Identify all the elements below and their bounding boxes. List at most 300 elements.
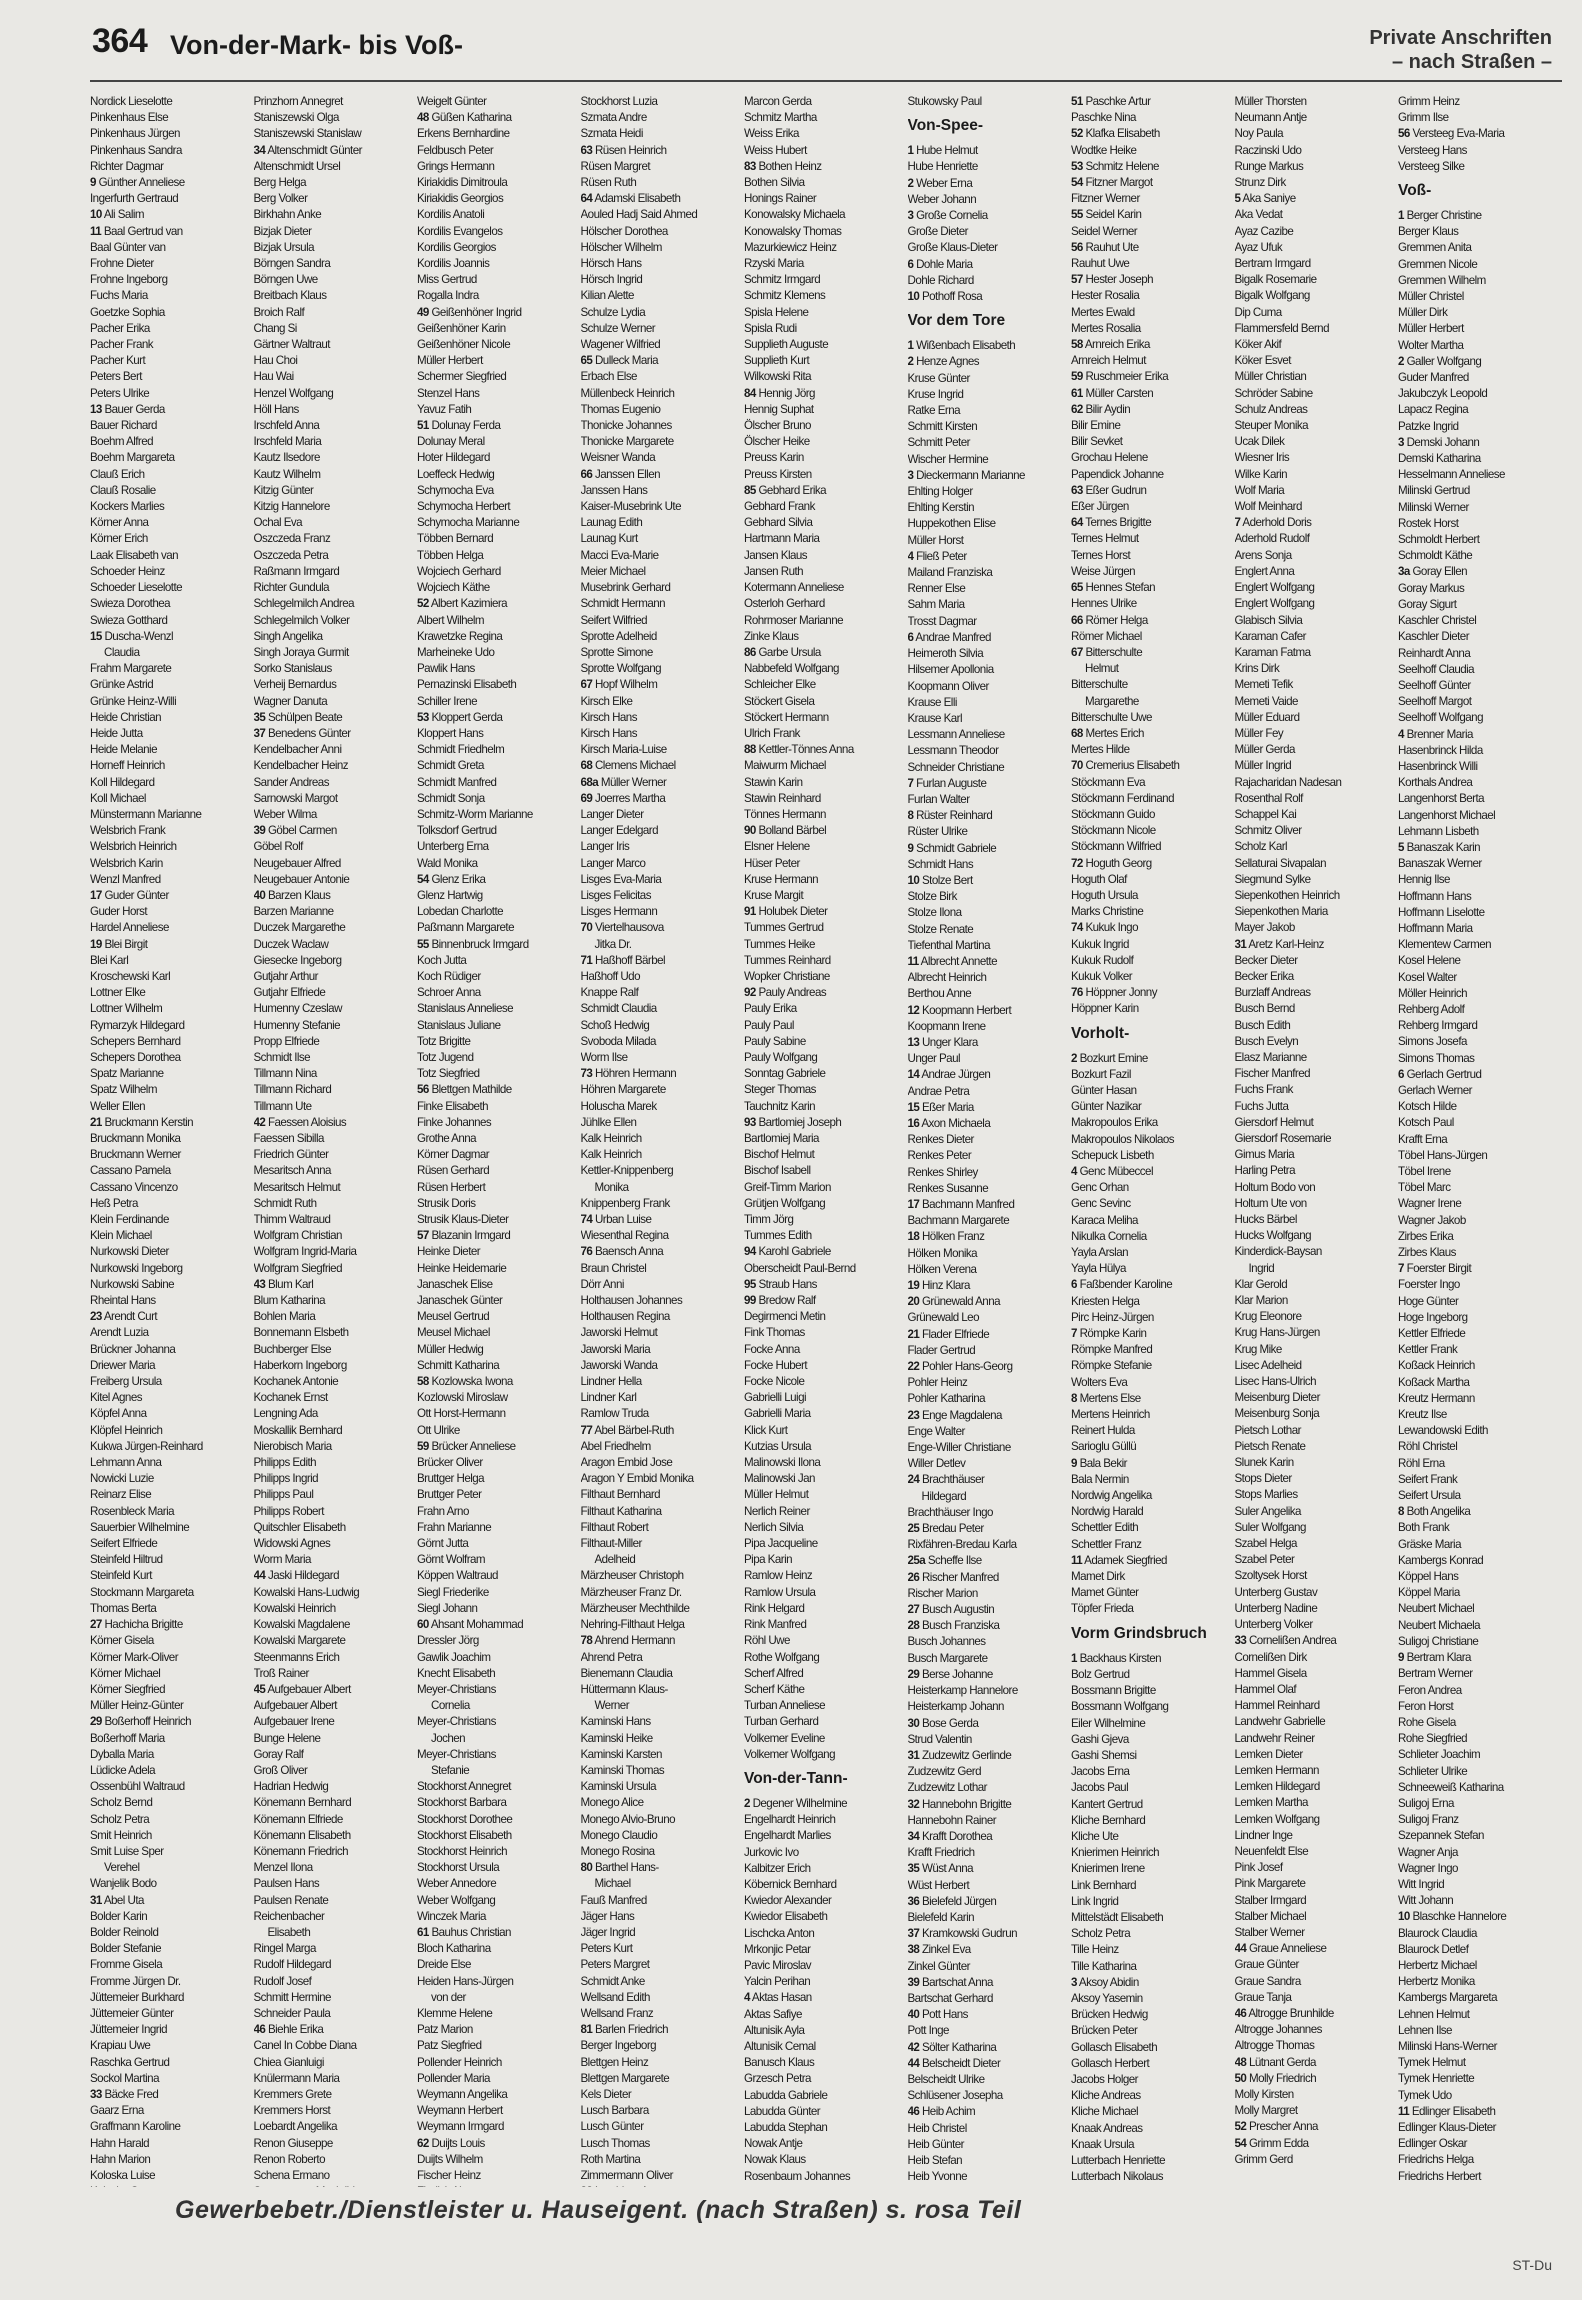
directory-entry: Holthausen Johannes	[580, 1294, 683, 1308]
directory-entry-continuation: Ingrid	[1248, 1261, 1275, 1275]
street-heading: Vorholt-	[1071, 1024, 1130, 1042]
directory-entry: Clauß Erich	[90, 467, 145, 481]
directory-entry: Seelhoff Wolfgang	[1398, 711, 1483, 725]
directory-entry: 68 Clemens Michael	[580, 759, 676, 773]
directory-entry: Reinarz Elise	[90, 1488, 152, 1502]
house-number: 22	[907, 1360, 920, 1374]
directory-entry: 7 Furlan Auguste	[907, 776, 987, 790]
directory-entry: 10 Stolze Bert	[907, 873, 973, 887]
directory-entry: Stockhorst Heinrich	[417, 1844, 508, 1858]
directory-entry: Hilsemer Apollonia	[907, 663, 994, 677]
directory-entry: Nurkowski Ingeborg	[90, 1261, 183, 1275]
directory-entry: Guder Horst	[90, 905, 148, 919]
directory-entry: 67 Bitterschulte	[1071, 645, 1143, 659]
directory-entry: Szabel Peter	[1234, 1553, 1295, 1567]
directory-entry: Raczinski Udo	[1234, 143, 1302, 157]
directory-entry: Janaschek Günter	[417, 1294, 503, 1308]
directory-entry: Landwehr Gabrielle	[1234, 1715, 1326, 1729]
directory-entry: Stalber Michael	[1234, 1909, 1307, 1923]
directory-entry: Bigalk Wolfgang	[1234, 289, 1310, 303]
house-number: 72	[1071, 856, 1083, 870]
directory-entry: Heinke Dieter	[417, 1245, 481, 1259]
directory-entry: Pollender Maria	[417, 2071, 490, 2085]
directory-entry: Schulze Lydia	[580, 305, 646, 319]
directory-entry-continuation: Cornelia	[431, 1699, 470, 1713]
house-number: 91	[744, 905, 756, 919]
directory-column	[254, 94, 422, 2187]
directory-entry: Bachmann Margarete	[907, 1214, 1010, 1228]
directory-entry: Gräske Maria	[1398, 1537, 1461, 1551]
directory-entry: Lüdicke Adela	[90, 1763, 156, 1777]
directory-entry: Schmidt Claudia	[580, 1002, 657, 1016]
directory-entry: Blaurock Detlef	[1398, 1942, 1469, 1956]
directory-entry: Krafft Friedrich	[907, 1846, 975, 1860]
house-number: 65	[580, 354, 593, 368]
directory-entry: 3 Große Cornelia	[907, 209, 988, 223]
directory-entry: Smit Luise Sper	[90, 1844, 164, 1858]
directory-entry: Schmitz Martha	[744, 111, 817, 125]
directory-entry: Stockhorst Annegret	[417, 1780, 511, 1794]
directory-entry: Wenzl Manfred	[90, 872, 161, 886]
directory-entry: Jäger Ingrid	[580, 1925, 636, 1939]
directory-entry: Bitterschulte Uwe	[1071, 710, 1152, 724]
directory-entry: 46 Heib Achim	[907, 2105, 976, 2119]
directory-entry: Dressler Jörg	[417, 1634, 479, 1648]
directory-entry: Both Frank	[1398, 1521, 1450, 1535]
directory-entry: Kilian Alette	[580, 289, 634, 303]
directory-entry: Rheintal Hans	[90, 1294, 156, 1308]
directory-entry: Rixfähren-Bredau Karla	[907, 1538, 1017, 1552]
directory-entry: Maiwurm Michael	[744, 759, 826, 773]
directory-entry: Stolze Ilona	[907, 906, 962, 920]
directory-entry: Gutjahr Arthur	[253, 969, 318, 983]
directory-entry: Ramlow Heinz	[744, 1569, 813, 1583]
directory-entry: Kotsch Paul	[1398, 1116, 1454, 1130]
directory-entry: Paulsen Hans	[253, 1877, 320, 1891]
house-number: 69	[580, 791, 593, 805]
street-heading: Vor dem Tore	[907, 312, 1006, 330]
directory-entry: 71 Haßhoff Bärbel	[580, 953, 666, 967]
directory-entry: Filthaut Bernhard	[580, 1488, 661, 1502]
directory-entry: Zudzewitz Lothar	[907, 1781, 987, 1795]
directory-entry: Janaschek Elise	[417, 1277, 493, 1291]
directory-entry: Herbertz Monika	[1398, 1975, 1475, 1989]
directory-entry: 4 Brenner Maria	[1398, 727, 1473, 741]
house-number: 51	[417, 419, 429, 433]
directory-entry: Welsbrich Karin	[90, 856, 163, 870]
directory-entry: Buchberger Else	[253, 1342, 331, 1356]
directory-entry: 19 Blei Birgit	[90, 937, 148, 951]
directory-entry: Tummes Gertrud	[744, 921, 824, 935]
directory-entry: Kalk Heinrich	[580, 1132, 642, 1145]
house-number: 8	[1071, 1391, 1077, 1405]
directory-entry: Launag Edith	[580, 516, 643, 530]
directory-entry: Irschfeld Anna	[253, 419, 320, 433]
house-number: 80	[580, 1861, 593, 1875]
directory-entry: Nurkowski Dieter	[90, 1245, 169, 1259]
directory-entry: Ingerfurth Gertraud	[90, 192, 179, 206]
directory-entry: 36 Bielefeld Jürgen	[907, 1894, 997, 1908]
directory-entry: Wiesner Iris	[1234, 451, 1290, 465]
directory-entry: Tymek Helmut	[1398, 2056, 1466, 2070]
directory-entry: Langenhorst Berta	[1398, 792, 1485, 806]
directory-entry: 35 Wüst Anna	[907, 1862, 974, 1876]
directory-entry: 2 Degener Wilhelmine	[744, 1796, 848, 1810]
directory-entry: Guder Manfred	[1398, 371, 1469, 385]
directory-entry: Driewer Maria	[90, 1358, 155, 1372]
directory-entry: Glenz Hartwig	[417, 888, 483, 902]
house-number: 25	[907, 1522, 920, 1536]
directory-entry: Schlegelmilch Volker	[253, 613, 350, 627]
house-number: 26	[907, 1570, 920, 1584]
directory-entry: Wiesenthal Regina	[580, 1229, 669, 1243]
directory-entry: Pacher Frank	[90, 338, 153, 352]
directory-entry: Pinkenhaus Else	[90, 111, 169, 125]
directory-entry: Lisges Felicitas	[580, 888, 651, 902]
directory-entry: Miss Gertrud	[417, 273, 477, 287]
directory-entry: Aufgebauer Albert	[253, 1699, 337, 1713]
directory-entry: Günter Hasan	[1071, 1083, 1137, 1097]
directory-entry: Kaiser-Musebrink Ute	[580, 500, 681, 514]
directory-entry: Bossmann Brigitte	[1071, 1684, 1156, 1698]
directory-entry: Rüsen Margret	[580, 159, 651, 173]
directory-entry: Busch Bernd	[1234, 1002, 1295, 1016]
street-heading: Voß-	[1398, 182, 1432, 200]
directory-entry: 6 Faßbender Karoline	[1071, 1278, 1173, 1292]
house-number: 57	[1071, 273, 1083, 287]
directory-entry: Wolter Martha	[1398, 338, 1464, 352]
directory-entry: Blum Katharina	[253, 1294, 326, 1308]
house-number: 52	[1071, 127, 1083, 141]
directory-entry: Heib Stefan	[907, 2153, 963, 2167]
directory-entry: Weisner Wanda	[580, 451, 656, 465]
directory-entry: Hennig Suphat	[744, 402, 814, 416]
directory-entry: Rajacharidan Nadesan	[1234, 775, 1342, 789]
directory-entry: Krawetzke Regina	[417, 629, 503, 643]
directory-entry: Hester Rosalia	[1071, 289, 1140, 303]
directory-entry: 2 Galler Wolfgang	[1398, 354, 1482, 368]
house-number: 24	[907, 1473, 920, 1487]
directory-entry: Kloppert Hans	[417, 726, 484, 740]
directory-entry: Ucak Dilek	[1234, 435, 1285, 449]
directory-entry-continuation: Hildegard	[921, 1489, 967, 1503]
directory-entry-continuation: Werner	[594, 1699, 629, 1713]
directory-entry: Nowak Klaus	[744, 2153, 806, 2167]
directory-entry: Schepers Bernhard	[90, 1034, 181, 1048]
directory-entry: Rymarzyk Hildegard	[90, 1018, 185, 1032]
directory-entry: Schlieter Joachim	[1398, 1748, 1481, 1762]
directory-entry: Fuchs Frank	[1234, 1083, 1293, 1097]
directory-entry: Schmidt Ilse	[253, 1050, 311, 1064]
directory-entry: Stöckmann Wilfried	[1071, 840, 1161, 854]
directory-entry: 58 Arnreich Erika	[1071, 338, 1150, 352]
directory-column	[1071, 94, 1239, 2187]
directory-entry: Steinfeld Hiltrud	[90, 1553, 163, 1567]
directory-entry: 44 Jaski Hildegard	[253, 1569, 339, 1583]
directory-entry: Grzesch Petra	[744, 2072, 811, 2086]
directory-entry: Holuscha Marek	[580, 1099, 657, 1113]
directory-entry-continuation: Adelheid	[594, 1553, 636, 1567]
directory-entry: Kliche Ute	[1071, 1829, 1119, 1843]
house-number: 18	[907, 1230, 920, 1244]
directory-entry: Rohe Gisela	[1398, 1715, 1456, 1729]
directory-entry: 62 Bilir Aydin	[1071, 402, 1131, 416]
directory-entry: 19 Hinz Klara	[907, 1279, 970, 1293]
directory-entry: Koll Hildegard	[90, 775, 155, 789]
directory-entry: Röhl Uwe	[744, 1634, 790, 1648]
directory-entry: Tillmann Ute	[253, 1099, 312, 1113]
house-number: 4	[1398, 727, 1404, 741]
directory-entry: Schymocha Eva	[417, 483, 494, 497]
directory-entry: Winczek Maria	[417, 1909, 486, 1923]
directory-entry: Schmoldt Käthe	[1398, 549, 1473, 563]
directory-entry: Meisenburg Sonja	[1234, 1407, 1320, 1421]
directory-entry: 39 Bartschat Anna	[907, 1975, 993, 1989]
house-number: 67	[580, 678, 593, 692]
house-number: 15	[90, 629, 102, 643]
directory-entry: Knaak Andreas	[1071, 2121, 1143, 2135]
street-heading: Von-Spee-	[907, 117, 983, 135]
directory-entry: Kordilis Evangelos	[417, 224, 503, 238]
directory-entry: Strud Valentin	[907, 1732, 972, 1746]
directory-entry: Jacobs Erna	[1071, 1765, 1130, 1779]
directory-entry: Launag Kurt	[580, 532, 638, 546]
directory-entry: Köppen Waltraud	[417, 1569, 498, 1583]
directory-entry: Müller Heinz-Günter	[90, 1699, 184, 1713]
house-number	[581, 2185, 593, 2187]
directory-entry: Blei Karl	[90, 953, 129, 967]
footer-code: ST-Du	[1512, 2257, 1552, 2273]
house-number: 4	[907, 549, 914, 563]
directory-entry: Grütjen Wolfgang	[744, 1196, 826, 1210]
directory-entry: Horneff Heinrich	[90, 759, 165, 773]
directory-entry: Sander Andreas	[253, 775, 329, 789]
directory-entry: Gabrielli Luigi	[744, 1391, 806, 1405]
directory-entry: Tille Heinz	[1071, 1943, 1119, 1957]
directory-entry: Bitterschulte	[1071, 678, 1128, 692]
directory-entry: Humenny Stefanie	[253, 1018, 341, 1032]
directory-entry: Boßerhoff Maria	[90, 1731, 165, 1745]
house-number: 99	[744, 1294, 756, 1308]
directory-entry: Zimmermann Oliver	[580, 2169, 673, 2182]
directory-entry: Schmidt Greta	[417, 759, 484, 773]
directory-entry: 15 Duscha-Wenzl	[90, 629, 174, 643]
house-number: 29	[907, 1667, 920, 1681]
directory-entry: 60 Ahsant Mohammad	[417, 1618, 524, 1632]
directory-column	[1398, 94, 1562, 2187]
directory-entry: Renkes Shirley	[907, 1165, 978, 1179]
directory-entry: Honings Rainer	[744, 192, 817, 206]
directory-entry: Seelhoff Claudia	[1398, 662, 1475, 676]
directory-entry: Stockhorst Dorothee	[417, 1812, 513, 1826]
directory-entry: Körner Mark-Oliver	[90, 1650, 179, 1664]
directory-entry: 51 Paschke Artur	[1071, 95, 1151, 108]
directory-entry: Moskallik Bernhard	[253, 1423, 343, 1437]
directory-entry: Seelhoff Margot	[1398, 695, 1472, 709]
directory-entry: Klar Marion	[1234, 1294, 1288, 1308]
directory-column	[1235, 94, 1403, 2187]
directory-entry: Sellaturai Sivapalan	[1234, 856, 1326, 870]
directory-entry: Lischcka Anton	[744, 1926, 815, 1940]
directory-entry: 44 Belscheidt Dieter	[907, 2056, 1001, 2070]
directory-entry: Banaszak Werner	[1398, 857, 1482, 871]
directory-entry: Busch Johannes	[907, 1635, 986, 1649]
directory-entry: Welsbrich Heinrich	[90, 840, 177, 854]
directory-entry: Schmitz Klemens	[744, 289, 826, 303]
directory-entry: Körner Anna	[90, 516, 149, 530]
directory-entry: Ramlow Truda	[580, 1407, 649, 1421]
directory-entry: Neubert Michaela	[1398, 1618, 1481, 1632]
directory-entry: Meyer-Christians	[417, 1715, 496, 1729]
house-number: 9	[90, 176, 96, 190]
directory-entry: Heib Christel	[907, 2121, 967, 2135]
directory-entry: Filthaut-Miller	[580, 1537, 642, 1551]
directory-entry: Enge-Willer Christiane	[907, 1441, 1011, 1455]
directory-entry: Fuchs Jutta	[1234, 1099, 1289, 1113]
directory-entry: 74 Urban Luise	[580, 1213, 652, 1227]
directory-entry: Kremmers Horst	[253, 2104, 331, 2118]
directory-entry: 63 Eßer Gudrun	[1071, 483, 1147, 497]
directory-entry: Wellsand Franz	[580, 2006, 654, 2020]
directory-entry: Karaca Meliha	[1071, 1213, 1138, 1227]
house-number: 59	[417, 1439, 429, 1453]
directory-entry: Hucks Bärbel	[1234, 1213, 1297, 1227]
directory-entry: Stöckmann Ferdinand	[1071, 791, 1174, 805]
directory-entry: Krapiau Uwe	[90, 2039, 151, 2053]
directory-entry-continuation: Elisabeth	[267, 1925, 311, 1939]
directory-column	[417, 94, 585, 2187]
directory-entry: Stawin Reinhard	[744, 791, 821, 805]
directory-entry: Makropoulos Nikolaos	[1071, 1132, 1175, 1146]
directory-entry: 9 Bala Bekir	[1071, 1456, 1127, 1470]
directory-entry: 1 Backhaus Kirsten	[1071, 1651, 1161, 1665]
directory-entry: Schepuck Lisbeth	[1071, 1148, 1154, 1162]
directory-entry: 10 Ali Salim	[90, 208, 144, 222]
directory-entry: Berger Ingeborg	[580, 2039, 657, 2053]
directory-entry: 21 Flader Elfriede	[907, 1327, 990, 1341]
directory-entry: Swieza Gotthard	[90, 613, 168, 627]
directory-entry: Rüster Ulrike	[907, 825, 968, 839]
directory-entry: Stockhorst Ursula	[417, 1861, 500, 1875]
directory-entry: Köker Esvet	[1234, 354, 1291, 368]
house-number: 34	[253, 143, 266, 157]
house-number: 46	[1234, 2006, 1247, 2020]
directory-entry: 12 Koopmann Herbert	[907, 1003, 1012, 1017]
directory-entry: 77 Abel Bärbel-Ruth	[580, 1423, 674, 1437]
directory-entry: Patzke Ingrid	[1398, 419, 1459, 433]
directory-entry: Stukowsky Paul	[907, 95, 982, 108]
house-number: 20	[907, 1295, 920, 1309]
directory-entry: Aka Vedat	[1234, 208, 1283, 222]
directory-entry: Engelhardt Heinrich	[744, 1813, 836, 1827]
house-number: 9	[1398, 1651, 1404, 1665]
directory-entry: Enge Walter	[907, 1424, 965, 1438]
directory-entry: Szmata Andre	[580, 111, 647, 125]
directory-entry: Meisenburg Dieter	[1234, 1391, 1320, 1405]
directory-entry: Nerlich Silvia	[744, 1520, 804, 1534]
directory-entry: Schymocha Herbert	[417, 500, 511, 514]
directory-entry: Koloska Luise	[90, 2169, 156, 2182]
directory-entry: Wolfgram Siegfried	[253, 1261, 342, 1275]
directory-entry: Pauly Wolfgang	[744, 1050, 818, 1064]
directory-entry: Worm Maria	[253, 1553, 311, 1567]
directory-entry: 90 Bolland Bärbel	[744, 824, 827, 838]
directory-entry: 8 Rüster Reinhard	[907, 809, 993, 823]
directory-entry: 13 Bauer Gerda	[90, 402, 165, 416]
house-number: 56	[417, 1083, 429, 1097]
directory-entry: Graue Günter	[1234, 1958, 1299, 1972]
directory-entry: Nerlich Reiner	[744, 1504, 810, 1518]
directory-entry: Wolfgram Ingrid-Maria	[253, 1245, 357, 1259]
directory-entry: Blettgen Heinz	[580, 2055, 649, 2069]
house-number: 67	[1071, 645, 1083, 659]
directory-entry: Grimm Heinz	[1398, 95, 1460, 108]
directory-entry: Monego Alvio-Bruno	[580, 1812, 676, 1826]
directory-entry: 31 Zudzewitz Gerlinde	[907, 1748, 1012, 1762]
directory-entry	[417, 2184, 585, 2187]
house-number: 3	[1398, 435, 1404, 449]
directory-entry: Strusik Doris	[417, 1196, 476, 1210]
directory-entry: Steger Thomas	[744, 1083, 816, 1097]
directory-entry: Musebrink Gerhard	[580, 581, 671, 595]
directory-entry: Hasenbrinck Hilda	[1398, 743, 1483, 757]
directory-entry: Loeffeck Hedwig	[417, 467, 495, 481]
house-number: 70	[1071, 759, 1083, 773]
directory-entry: 76 Höppner Jonny	[1071, 986, 1157, 1000]
directory-entry: Unterberg Nadine	[1234, 1601, 1318, 1615]
house-number: 44	[907, 2056, 920, 2070]
directory-entry: Weymann Angelika	[417, 2087, 508, 2101]
directory-entry: Wolf Meinhard	[1234, 500, 1302, 514]
directory-entry: Bartlomiej Maria	[744, 1132, 819, 1145]
directory-entry: Körner Dagmar	[417, 1148, 490, 1162]
directory-entry: 99 Bredow Ralf	[744, 1294, 816, 1308]
directory-entry: Ölscher Bruno	[744, 419, 811, 433]
directory-entry: 49 Geißenhöner Ingrid	[417, 305, 522, 319]
directory-entry: Hardel Anneliese	[90, 921, 169, 935]
directory-entry: Ratke Erna	[907, 404, 960, 418]
directory-entry: Stöckmann Eva	[1071, 775, 1146, 789]
directory-entry: Turban Gerhard	[744, 1715, 819, 1729]
directory-entry: Möller Heinrich	[1398, 986, 1468, 1000]
directory-entry: Grothe Anna	[417, 1132, 477, 1145]
directory-entry: Hadrian Hedwig	[253, 1780, 329, 1794]
directory-entry: 59 Ruschmeier Erika	[1071, 370, 1169, 384]
directory-entry: Lutterbach Henriette	[1071, 2153, 1166, 2167]
directory-entry: 40 Barzen Klaus	[253, 888, 331, 902]
directory-entry: Thonicke Johannes	[580, 419, 672, 433]
directory-entry: Harling Petra	[1234, 1164, 1296, 1178]
directory-entry: Ayaz Ufuk	[1234, 240, 1283, 254]
directory-entry: 11 Baal Gertrud van	[90, 224, 183, 238]
directory-entry: Focke Anna	[744, 1342, 800, 1356]
directory-entry: Grünke Heinz-Willi	[90, 694, 177, 708]
directory-column	[744, 94, 912, 2187]
directory-entry: Ternes Horst	[1071, 548, 1131, 562]
house-number: 61	[417, 1925, 429, 1939]
directory-entry: Rauhut Uwe	[1071, 257, 1130, 271]
directory-entry: Müller Gerda	[1234, 743, 1295, 757]
directory-entry: Börngen Sandra	[253, 257, 331, 271]
directory-entry: Bruckmann Monika	[90, 1132, 181, 1145]
directory-entry: Koßack Heinrich	[1398, 1359, 1475, 1373]
directory-entry: 21 Bruckmann Kerstin	[90, 1115, 194, 1129]
directory-entry: Heß Petra	[90, 1196, 138, 1210]
directory-entry: Karaman Fatma	[1234, 645, 1311, 659]
directory-entry: Langer Iris	[580, 840, 630, 854]
directory-entry: Hammel Reinhard	[1234, 1699, 1320, 1713]
directory-entry: Fitzner Werner	[1071, 192, 1140, 206]
